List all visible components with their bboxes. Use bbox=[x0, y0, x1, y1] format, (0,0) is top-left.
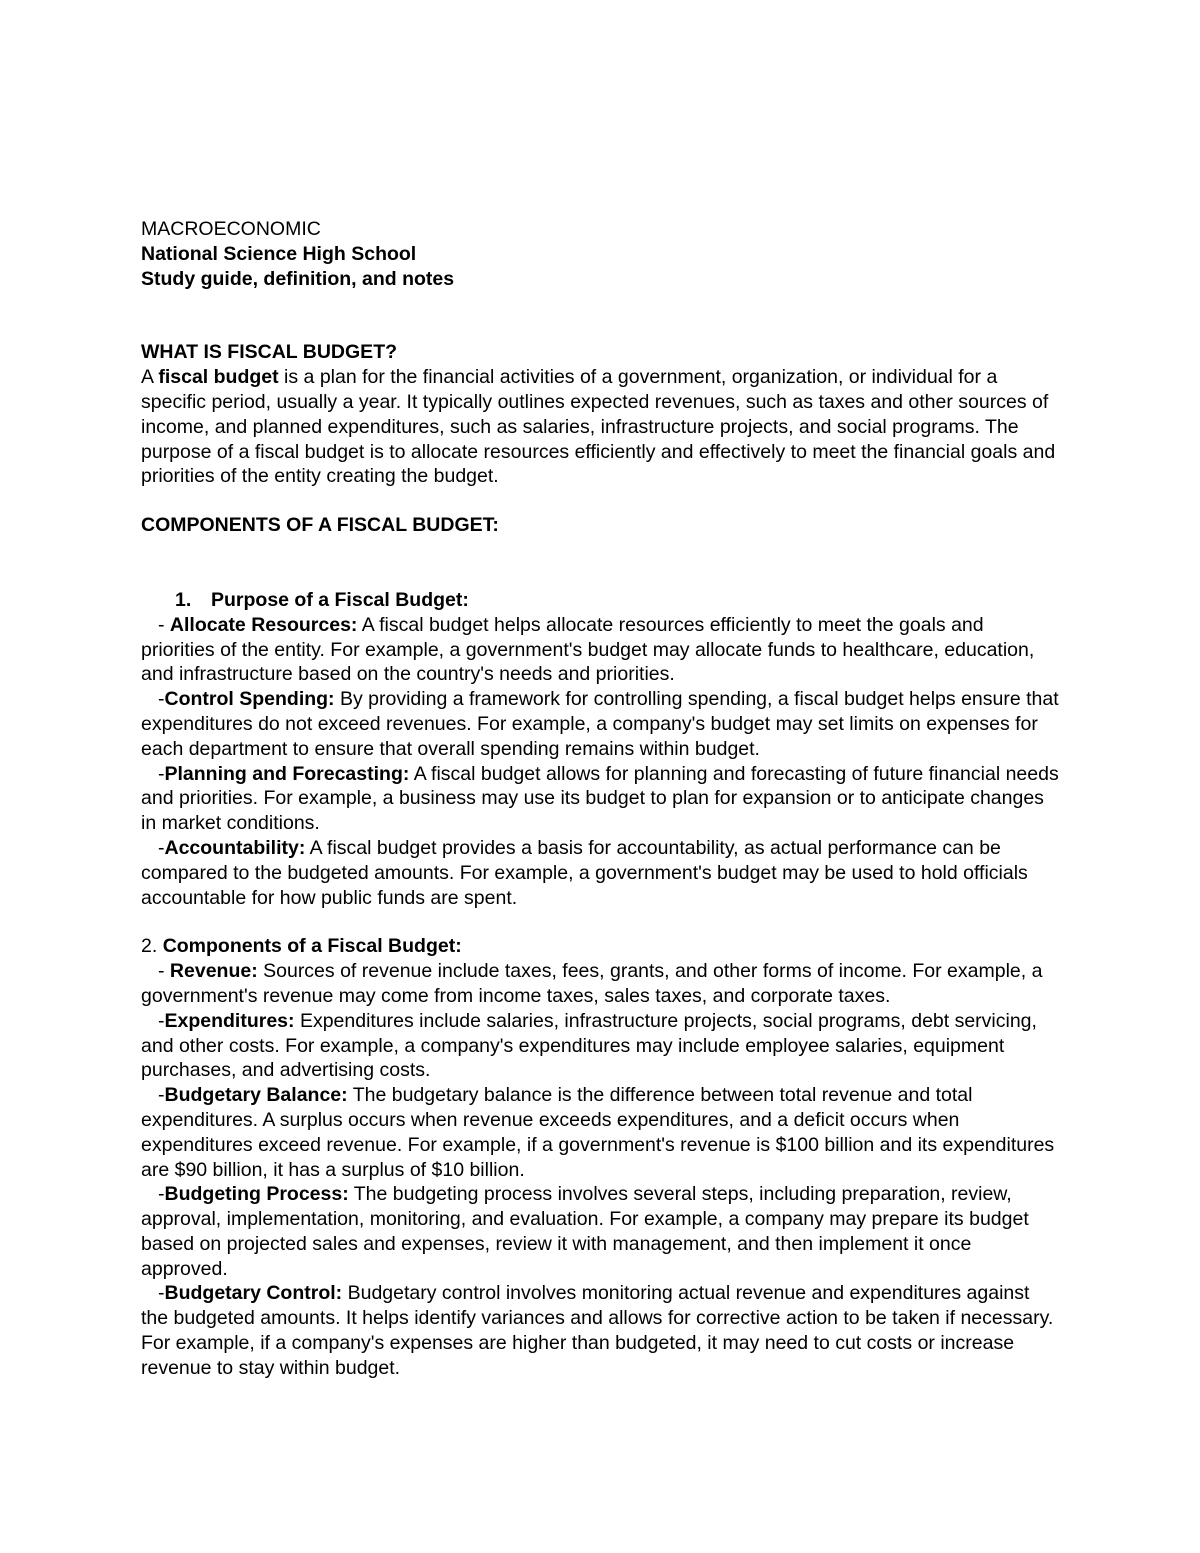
component-item bbox=[141, 1009, 1061, 1083]
purpose-title: Purpose of a Fiscal Budget: bbox=[211, 588, 469, 611]
item-prefix: - bbox=[158, 762, 165, 785]
item-text: The budgeting process involves several steps, including preparation, review, approval, implementation, monitoring, and evaluation. For example, a company may prepare its budget based on projected sales and expenses, review it with management, and then implement it once approved. bbox=[141, 1183, 1029, 1280]
item-text: A fiscal budget helps allocate resources efficiently to meet the goals and priorities of the entity. For example, a government's budget may allocate funds to healthcare, education, and infrastructure based on the country's needs and priorities. bbox=[141, 613, 1035, 686]
item-term: Planning and Forecasting: bbox=[164, 762, 410, 785]
item-term: Expenditures: bbox=[164, 1009, 295, 1032]
intro-paragraph bbox=[141, 365, 1061, 489]
document-subtitle: Study guide, definition, and notes bbox=[141, 267, 455, 290]
spacer bbox=[141, 910, 1061, 934]
item-prefix: - bbox=[158, 960, 170, 983]
item-term: Budgetary Balance: bbox=[164, 1084, 348, 1107]
components-number: 2. bbox=[141, 935, 163, 958]
item-text: Budgetary control involves monitoring actual revenue and expenditures against the budgeted amounts. It helps identify variances and allows for corrective action to be taken if necessary. For example, if a company's expenses are higher than budgeted, it may need to cut costs or increase revenue to stay within budget. bbox=[141, 1282, 1054, 1379]
components-heading bbox=[141, 934, 1061, 959]
spacer bbox=[141, 291, 1061, 340]
purpose-item bbox=[141, 613, 1061, 687]
intro-body: is a plan for the financial activities of a government, organization, or individual for a specific period, usually a year. It typically outlines expected revenues, such as taxes and other sources of income, and planned expenditures, such as salaries, infrastructure projects, and social programs. The purpose of a fiscal budget is to allocate resources efficiently and effectively to meet the financial goals and priorities of the entity creating the budget. bbox=[141, 366, 1056, 488]
item-term: Budgetary Control: bbox=[164, 1282, 343, 1305]
item-text: Sources of revenue include taxes, fees, grants, and other forms of income. For example, a government's revenue may come from income taxes, sales taxes, and corporate taxes. bbox=[141, 960, 1043, 1007]
purpose-item bbox=[141, 836, 1061, 910]
school-name: National Science High School bbox=[141, 242, 417, 265]
components-title: Components of a Fiscal Budget: bbox=[162, 935, 462, 958]
item-text: Expenditures include salaries, infrastructure projects, social programs, debt servicing, and other costs. For example, a company's expenditures may include employee salaries, equipment purchases, and advertising costs. bbox=[141, 1009, 1037, 1082]
section-heading-components: COMPONENTS OF A FISCAL BUDGET: bbox=[141, 514, 499, 537]
spacer bbox=[141, 538, 1061, 588]
section-heading-what: WHAT IS FISCAL BUDGET? bbox=[141, 341, 398, 364]
document-page bbox=[141, 217, 1061, 1381]
component-item bbox=[141, 1182, 1061, 1281]
item-term: Budgeting Process: bbox=[164, 1183, 349, 1206]
item-prefix: - bbox=[158, 1183, 165, 1206]
item-prefix: - bbox=[158, 836, 165, 859]
item-text: The budgetary balance is the difference between total revenue and total expenditures. A surplus occurs when revenue exceeds expenditures, and a deficit occurs when expenditures exceed revenue. For example, if a government's revenue is $100 billion and its expenditures are $90 billion, it has a surplus of $10 billion. bbox=[141, 1084, 1055, 1181]
item-prefix: - bbox=[158, 688, 165, 711]
intro-article: A bbox=[141, 366, 159, 389]
purpose-item bbox=[141, 687, 1061, 761]
item-text: A fiscal budget allows for planning and forecasting of future financial needs and priorities. For example, a business may use its budget to plan for expansion or to anticipate changes in market conditions. bbox=[141, 762, 1059, 835]
item-prefix: - bbox=[158, 1282, 165, 1305]
item-term: Revenue: bbox=[169, 960, 258, 983]
purpose-heading bbox=[141, 588, 1061, 613]
component-item bbox=[141, 1083, 1061, 1182]
item-term: Control Spending: bbox=[164, 688, 335, 711]
component-item bbox=[141, 1281, 1061, 1380]
item-prefix: - bbox=[158, 1084, 165, 1107]
item-term: Accountability: bbox=[164, 836, 306, 859]
item-prefix: - bbox=[158, 1009, 165, 1032]
component-item bbox=[141, 959, 1061, 1009]
item-prefix: - bbox=[158, 613, 170, 636]
intro-term: fiscal budget bbox=[158, 366, 279, 389]
course-title: MACROECONOMIC bbox=[141, 218, 321, 240]
item-text: By providing a framework for controlling spending, a fiscal budget helps ensure that expenditures do not exceed revenues. For example, a company's budget may set limits on expenses for each department to ensure that overall spending remains within budget. bbox=[141, 688, 1059, 760]
spacer bbox=[141, 489, 1061, 513]
item-text: A fiscal budget provides a basis for accountability, as actual performance can be compared to the budgeted amounts. For example, a government's budget may be used to hold officials accountable for how public funds are spent. bbox=[141, 836, 1028, 909]
item-term: Allocate Resources: bbox=[169, 613, 358, 636]
purpose-number: 1. bbox=[175, 588, 192, 611]
purpose-item bbox=[141, 762, 1061, 836]
